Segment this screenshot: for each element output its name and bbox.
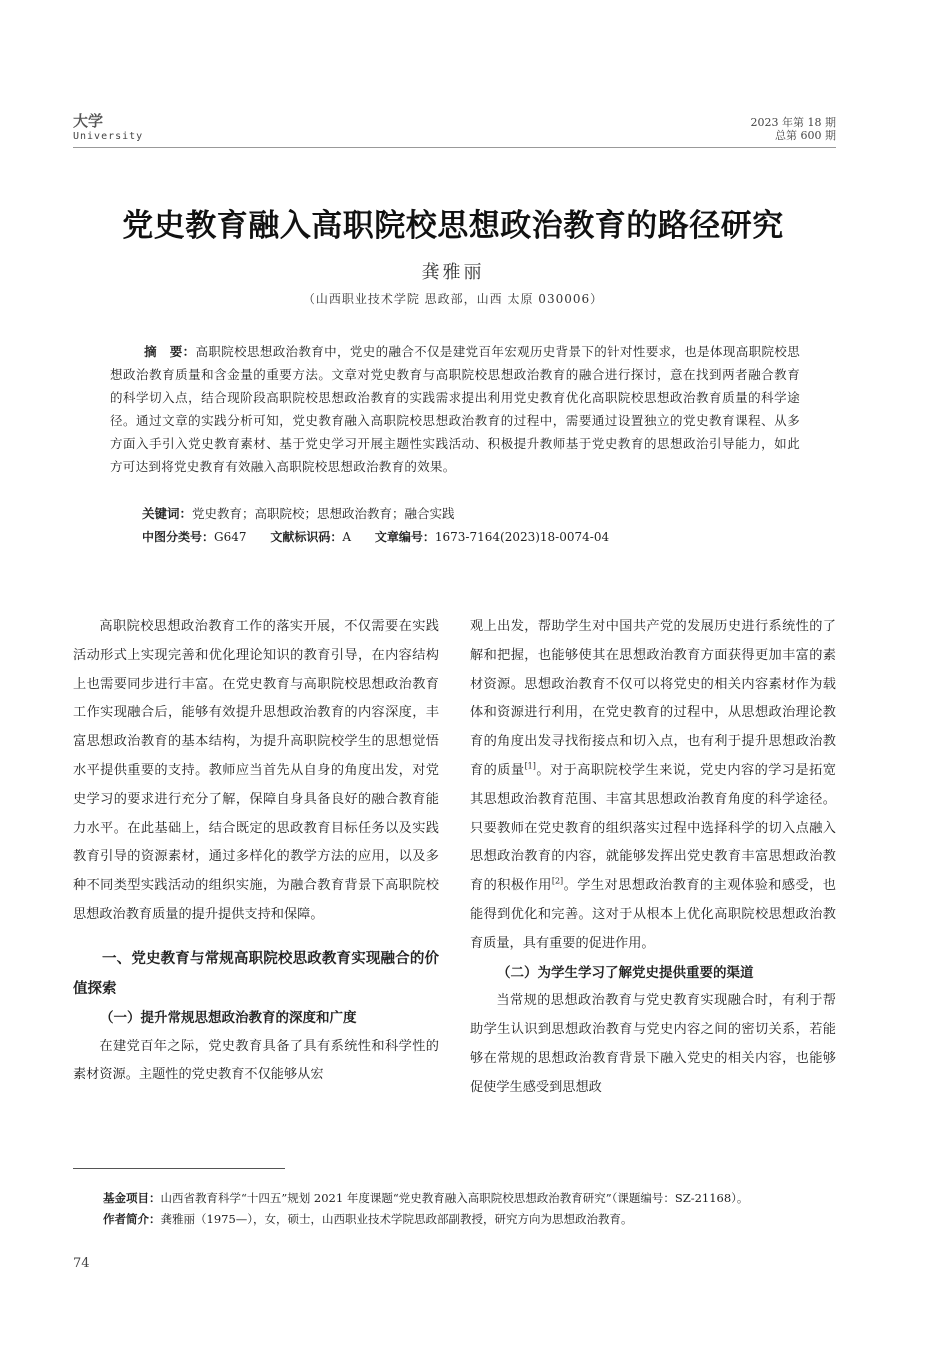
- header-divider: [73, 147, 836, 148]
- body-column-right: [470, 613, 836, 1103]
- page-number: 74: [73, 1256, 90, 1271]
- issue-info: [751, 116, 836, 142]
- doc-code-label: 文献标识码：: [270, 530, 343, 544]
- keywords-text: 党史教育；高职院校；思想政治教育；融合实践: [192, 506, 455, 521]
- author-affiliation: （山西职业技术学院 思政部，山西 太原 030006）: [302, 292, 604, 306]
- clc-value: G647: [214, 530, 247, 544]
- keywords-label: 关键词：: [142, 506, 193, 521]
- footnote-divider: [73, 1168, 285, 1169]
- paragraph-part-b: 。对于高职院校学生来说，党史内容的学习是拓宽其思想政治教育范围、丰富其思想政治教育角度的科学途径。只要教师在党史教育的组织落实过程中选择科学的切入点融入思想政治教育的内容，就能够发挥出党史教育丰富思想政治教育的积极作用: [470, 762, 836, 894]
- journal-header: [73, 112, 143, 143]
- classification-line: [142, 527, 629, 547]
- intro-paragraph: 高职院校思想政治教育工作的落实开展，不仅需要在实践活动形式上实现完善和优化理论知识的教育引导，在内容结构上也需要同步进行丰富。在党史教育与高职院校思想政治教育工作实现融合后，能够有效提升思想政治教育的内容深度，丰富思想政治教育的基本结构，为提升高职院校学生的思想觉悟水平提供重要的支持。教师应当首先从自身的角度出发，对党史学习的要求进行充分了解，保障自身具备良好的融合教育能力水平。在此基础上，结合既定的思政教育目标任务以及实践教育引导的资源素材，通过多样化的教学方法的应用，以及多种不同类型实践活动的组织实施，为融合教育背景下高职院校思想政治教育质量的提升提供支持和保障。: [73, 619, 439, 922]
- subsection-1-heading: （一）提升常规思想政治教育的深度和广度: [100, 1009, 357, 1026]
- section-1-heading: 一、党史教育与常规高职院校思政教育实现融合的价值探索: [73, 950, 439, 997]
- doc-code-value: A: [342, 530, 352, 544]
- keywords: [142, 504, 455, 524]
- subsection-2-heading: （二）为学生学习了解党史提供重要的渠道: [497, 964, 754, 981]
- paragraph-part-c: 。学生对思想政治教育的主观体验和感受，也能得到优化和完善。这对于从根本上优化高职院校思想政治教育质量，具有重要的促进作用。: [470, 878, 836, 951]
- abstract-text: 高职院校思想政治教育中，党史的融合不仅是建党百年宏观历史背景下的针对性要求，也是体现高职院校思想政治教育质量和含金量的重要方法。文章对党史教育与高职院校思想政治教育的融合进行探讨，意在找到两者融合教育的科学切入点，结合现阶段高职院校思想政治教育的实践需求提出利用党史教育优化高职院校思想政治教育质量的科学途径。通过文章的实践分析可知，党史教育融入高职院校思想政治教育的过程中，需要通过设置独立的党史教育课程、从多方面入手引入党史教育素材、基于党史学习开展主题性实践活动、积极提升教师基于党史教育的思想政治引导能力，如此方可达到将党史教育有效融入高职院校思想政治教育的效果。: [110, 344, 800, 474]
- article-author: 龚雅丽: [421, 262, 485, 283]
- author-bio-note: [103, 1209, 843, 1230]
- fund-note: [103, 1188, 843, 1209]
- total-issue-number: 总第 600 期: [775, 129, 836, 142]
- journal-name-en: University: [73, 131, 144, 142]
- journal-name-cn: 大学: [73, 112, 104, 130]
- clc-label: 中图分类号：: [142, 530, 215, 544]
- footnotes: [103, 1188, 843, 1230]
- author-bio-label: 作者简介：: [103, 1212, 161, 1226]
- fund-label: 基金项目：: [103, 1191, 161, 1205]
- citation-1[interactable]: [1]: [524, 761, 536, 771]
- subsection-2-paragraph: 当常规的思想政治教育与党史教育实现融合时，有利于帮助学生认识到思想政治教育与党史内容之间的密切关系，若能够在常规的思想政治教育背景下融入党史的相关内容，也能够促使学生感受到思想政: [470, 993, 836, 1095]
- article-no-value: 1673-7164(2023)18-0074-04: [434, 530, 610, 544]
- paragraph-part-a: 观上出发，帮助学生对中国共产党的发展历史进行系统性的了解和把握，也能够使其在思想政治教育方面获得更加丰富的素材资源。思想政治教育不仅可以将党史的相关内容素材作为载体和资源进行利用，在党史教育的过程中，从思想政治理论教育的角度出发寻找衔接点和切入点，也有利于提升思想政治教育的质量: [470, 619, 836, 778]
- abstract-label: 摘 要：: [144, 344, 196, 359]
- fund-text: 山西省教育科学“十四五”规划 2021 年度课题“党史教育融入高职院校思想政治教育研究”（课题编号：SZ-21168）。: [160, 1191, 749, 1205]
- article-title: 党史教育融入高职院校思想政治教育的路径研究: [122, 208, 784, 244]
- author-bio-text: 龚雅丽（1975—），女，硕士，山西职业技术学院思政部副教授，研究方向为思想政治教育。: [160, 1212, 633, 1226]
- subsection-1-paragraph-continued: [470, 613, 836, 959]
- article-no-label: 文章编号：: [374, 530, 435, 544]
- subsection-1-paragraph-start: 在建党百年之际，党史教育具备了具有系统性和科学性的素材资源。主题性的党史教育不仅能够从宏: [73, 1038, 439, 1083]
- body-column-left: [73, 613, 439, 1090]
- issue-number: 2023 年第 18 期: [750, 116, 836, 129]
- citation-2[interactable]: [2]: [551, 876, 564, 886]
- abstract: [110, 340, 800, 478]
